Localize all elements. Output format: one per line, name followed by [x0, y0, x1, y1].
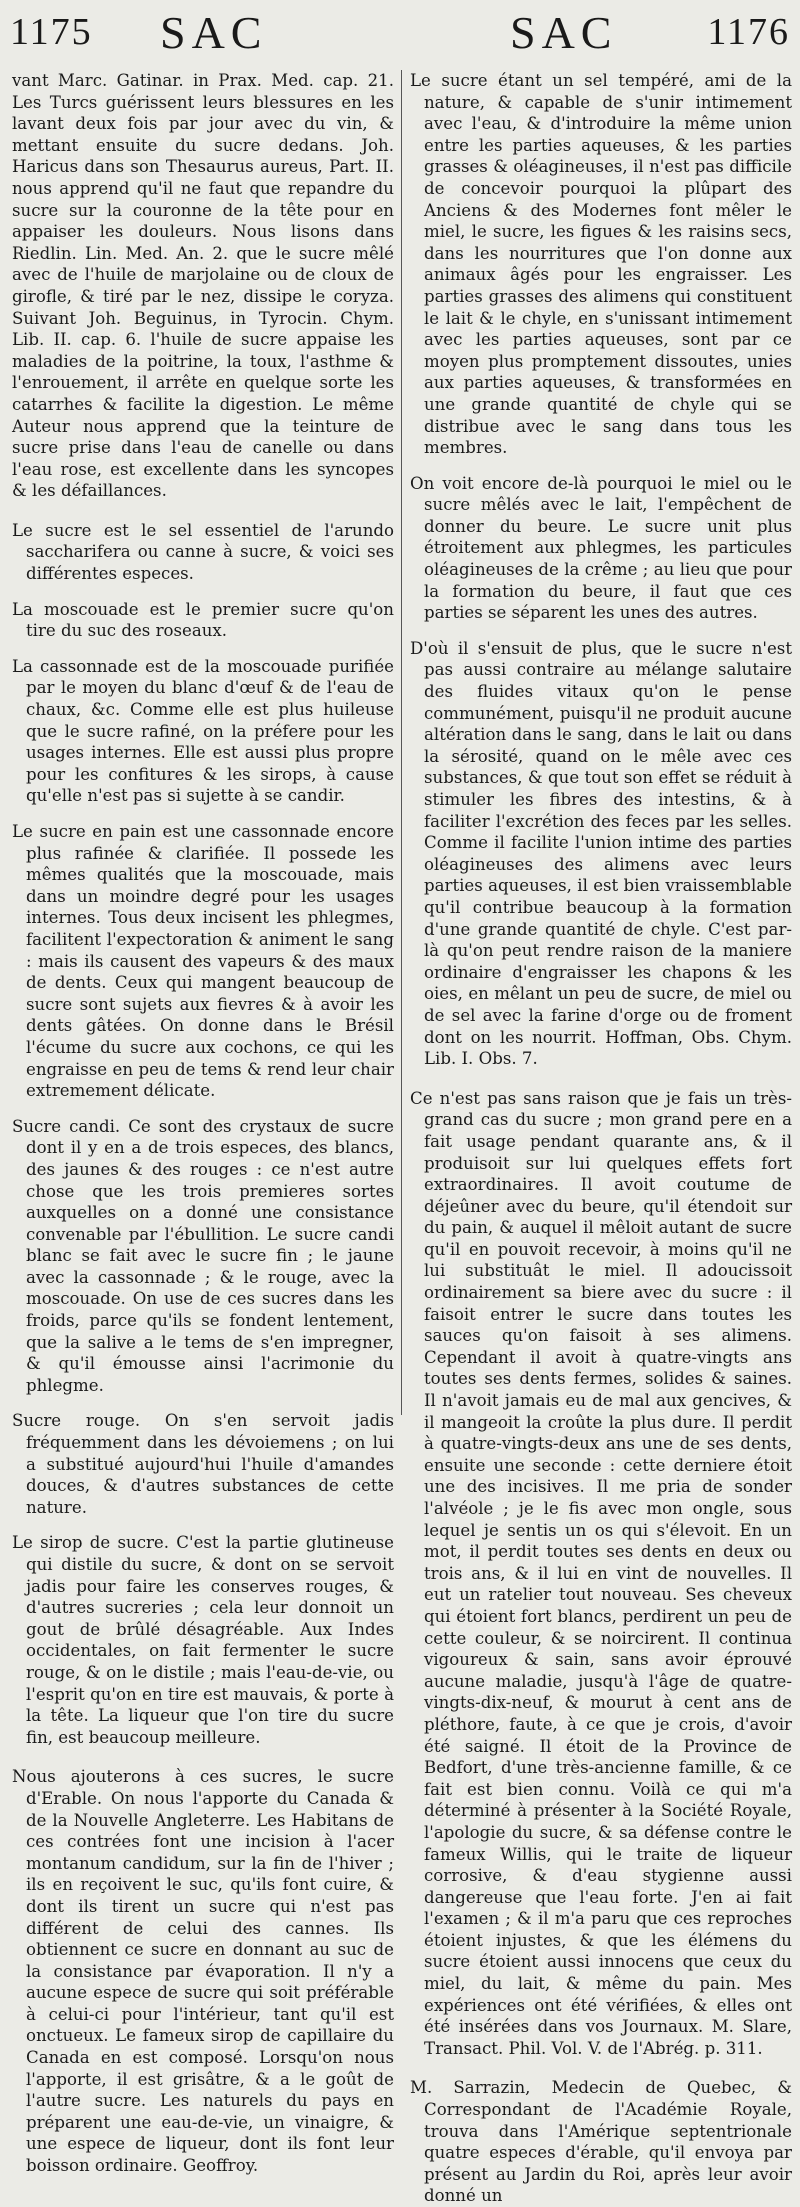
- left-paragraph: Le sucre en pain est une cassonnade encore plus rafinée & clarifiée. Il possede les mêmes qualités que la moscouade, mais dans un moindre degré pour les usages internes. Tous deux incisent les phlegmes, facilitent l'expectoration & animent le sang : mais ils causent des vapeurs & des maux de dents. Ceux qui mangent beaucoup de sucre sont sujets aux fievres & à avoir les dents gâtées. On donne dans le Brésil l'écume du sucre aux cochons, ce qui les engraisse en peu de tems & rend leur chair extremement délicate.: [12, 822, 394, 1101]
- column-divider: [401, 70, 402, 1415]
- left-paragraph: Le sucre est le sel essentiel de l'arundo saccharifera ou canne à sucre, & voici ses différentes especes.: [12, 520, 394, 584]
- right-paragraph: Le sucre étant un sel tempéré, ami de la nature, & capable de s'unir intimement avec l'eau, & d'introduire la même union entre les parties aqueuses, & les parties grasses & oléagineuses, il n'est pas difficile de concevoir pourquoi la plûpart des Anciens & des Modernes font mêler le miel, le sucre, les figues & les raisins secs, dans les nourritures que l'on donne aux animaux âgés pour les engraisser. Les parties grasses des alimens qui constituent le lait & le chyle, en s'unissant intimement avec les parties aqueuses, sont par ce moyen plus promptement dissoutes, unies aux parties aqueuses, & transformées en une grande quantité de chyle qui se distribue avec le sang dans tous les membres.: [410, 71, 792, 458]
- left-running-title: SAC: [160, 7, 268, 58]
- left-paragraph: La moscouade est le premier sucre qu'on tire du suc des roseaux.: [12, 599, 394, 641]
- left-paragraph: La cassonnade est de la moscouade purifiée par le moyen du blanc d'œuf & de l'eau de chaux, &c. Comme elle est plus huileuse que le sucre rafiné, on la préfere pour les usages internes. Elle est aussi plus propre pour les confitures & les sirops, à cause qu'elle n'est pas si sujette à se candir.: [12, 656, 394, 806]
- right-page-number: 1176: [707, 11, 790, 53]
- right-paragraph: M. Sarrazin, Medecin de Quebec, & Correspondant de l'Académie Royale, trouva dans l'Amérique septentrionale quatre especes d'érable, qu'il envoya par présent au Jardin du Roi, après leur avoir donné un: [410, 2078, 792, 2206]
- left-paragraph: Sucre rouge. On s'en servoit jadis fréquemment dans les dévoiemens ; on lui a substitué aujourd'hui l'huile d'amandes douces, & d'autres substances de cette nature.: [12, 1411, 394, 1517]
- page-header: [0, 4, 800, 68]
- right-paragraph: D'où il s'ensuit de plus, que le sucre n'est pas aussi contraire au mélange salutaire des fluides vitaux qu'on le pense communément, puisqu'il ne produit aucune altération dans le sang, dans le lait ou dans la sérosité, quand on le mêle avec ces substances, & que tout son effet se réduit à stimuler les fibres des intestins, & à faciliter l'excrétion des feces par les selles. Comme il facilite l'union intime des parties oléagineuses des alimens avec leurs parties aqueuses, il est bien vraissemblable qu'il contribue beaucoup à la formation d'une grande quantité de chyle. C'est par-là qu'on peut rendre raison de la maniere ordinaire d'engraisser les chapons & les oies, en mêlant un peu de sucre, de miel ou de sel avec la farine d'orge ou de froment dont on les nourrit. Hoffman, Obs. Chym. Lib. I. Obs. 7.: [410, 638, 792, 1069]
- right-paragraph: On voit encore de-là pourquoi le miel ou le sucre mêlés avec le lait, l'empêchent de donner du beure. Le sucre unit plus étroitement aux phlegmes, les particules oléagineuses de la crême ; au lieu que pour la formation du beure, il faut que ces parties se séparent les unes des autres.: [410, 473, 792, 623]
- left-paragraph: Le sirop de sucre. C'est la partie glutineuse qui distile du sucre, & dont on se servoit jadis pour faire les conserves rouges, & d'autres sucreries ; cela leur donnoit un gout de brûlé désagréable. Aux Indes occidentales, on fait fermenter le sucre rouge, & on le distile ; mais l'eau-de-vie, ou l'esprit qu'on en tire est mauvais, & porte à la tête. La liqueur que l'on tire du sucre fin, est beaucoup meilleure.: [12, 1533, 394, 1747]
- left-paragraph: vant Marc. Gatinar. in Prax. Med. cap. 21. Les Turcs guérissent leurs blessures en les lavant deux fois par jour avec du vin, & mettant ensuite du sucre dedans. Joh. Haricus dans son Thesaurus aureus, Part. II. nous apprend qu'il ne faut que repandre du sucre sur la couronne de la tête pour en appaiser les douleurs. Nous lisons dans Riedlin. Lin. Med. An. 2. que le sucre mêlé avec de l'huile de marjolaine ou de cloux de girofle, & tiré par le nez, dissipe le coryza. Suivant Joh. Beguinus, in Tyrocin. Chym. Lib. II. cap. 6. l'huile de sucre appaise les maladies de la poitrine, la toux, l'asthme & l'enrouement, il arrête en quelque sorte les catarrhes & facilite la digestion. Le même Auteur nous apprend que la teinture de sucre prise dans l'eau de canelle ou dans l'eau rose, est excellente dans les syncopes & les défaillances.: [12, 71, 394, 501]
- right-column: [410, 70, 792, 2206]
- left-paragraph: Sucre candi. Ce sont des crystaux de sucre dont il y en a de trois especes, des blancs, des jaunes & des rouges : ce n'est autre chose que les trois premieres sortes auxquelles on a donné une consistance convenable par l'ébullition. Le sucre candi blanc se fait avec le sucre fin ; le jaune avec la cassonnade ; & le rouge, avec la moscouade. On use de ces sucres dans les froids, parce qu'ils se fondent lentement, que la salive a le tems de s'en impregner, & qu'il émousse ainsi l'acrimonie du phlegme.: [12, 1116, 394, 1395]
- right-running-title: SAC: [510, 7, 618, 58]
- left-page-number: 1175: [10, 11, 93, 53]
- left-column: [12, 70, 394, 2176]
- left-paragraph: Nous ajouterons à ces sucres, le sucre d'Erable. On nous l'apporte du Canada & de la Nouvelle Angleterre. Les Habitans de ces contrées font une incision à l'acer montanum candidum, sur la fin de l'hiver ; ils en reçoivent le suc, qu'ils font cuire, & dont ils tirent un sucre qui n'est pas différent de celui des cannes. Ils obtiennent ce sucre en donnant au suc de la consistance par évaporation. Il n'y a aucune espece de sucre qui soit préférable à celui-ci pour l'intérieur, tant qu'il est onctueux. Le fameux sirop de capillaire du Canada en est composé. Lorsqu'on nous l'apporte, il est grisâtre, & a le goût de l'autre sucre. Les naturels du pays en préparent une eau-de-vie, un vinaigre, & une espece de liqueur, dont ils font leur boisson ordinaire. Geoffroy.: [12, 1767, 394, 2176]
- right-paragraph: Ce n'est pas sans raison que je fais un très-grand cas du sucre ; mon grand pere en a fait usage pendant quarante ans, & il produisoit sur lui quelques effets fort extraordinaires. Il avoit coutume de déjeûner avec du beure, qu'il étendoit sur du pain, & auquel il mêloit autant de sucre qu'il en pouvoit recevoir, à moins qu'il ne lui substituât le miel. Il adoucissoit ordinairement sa biere avec du sucre : il faisoit entrer le sucre dans toutes les sauces qu'on faisoit à ses alimens. Cependant il avoit à quatre-vingts ans toutes ses dents fermes, solides & saines. Il n'avoit jamais eu de mal aux gencives, & il mangeoit la croûte la plus dure. Il perdit à quatre-vingts-deux ans une de ses dents, ensuite une seconde : cette derniere étoit une des incisives. Il me pria de sonder l'alvéole ; je le fis avec mon ongle, sous lequel je sentis un os qui s'élevoit. En un mot, il perdit toutes ses dents en deux ou trois ans, & il lui en vint de nouvelles. Il eut un ratelier tout nouveau. Ses cheveux qui étoient fort blancs, perdirent un peu de cette couleur, & se noircirent. Il continua vigoureux & sain, sans avoir éprouvé aucune maladie, jusqu'à l'âge de quatre-vingts-dix-neuf, & mourut à cent ans de pléthore, faute, à ce que je crois, d'avoir été saigné. Il étoit de la Province de Bedfort, d'une très-ancienne famille, & ce fait est bien connu. Voilà ce qui m'a déterminé à présenter à la Société Royale, l'apologie du sucre, & sa défense contre le fameux Willis, qui le traite de liqueur corrosive, & d'eau stygienne aussi dangereuse que l'eau forte. J'en ai fait l'examen ; & il m'a paru que ces reproches étoient injustes, & que les élémens du sucre étoient aussi innocens que ceux du miel, du lait, & même du pain. Mes expériences ont été vérifiées, & elles ont été insérées dans vos Journaux. M. Slare, Transact. Phil. Vol. V. de l'Abrég. p. 311.: [410, 1088, 792, 2058]
